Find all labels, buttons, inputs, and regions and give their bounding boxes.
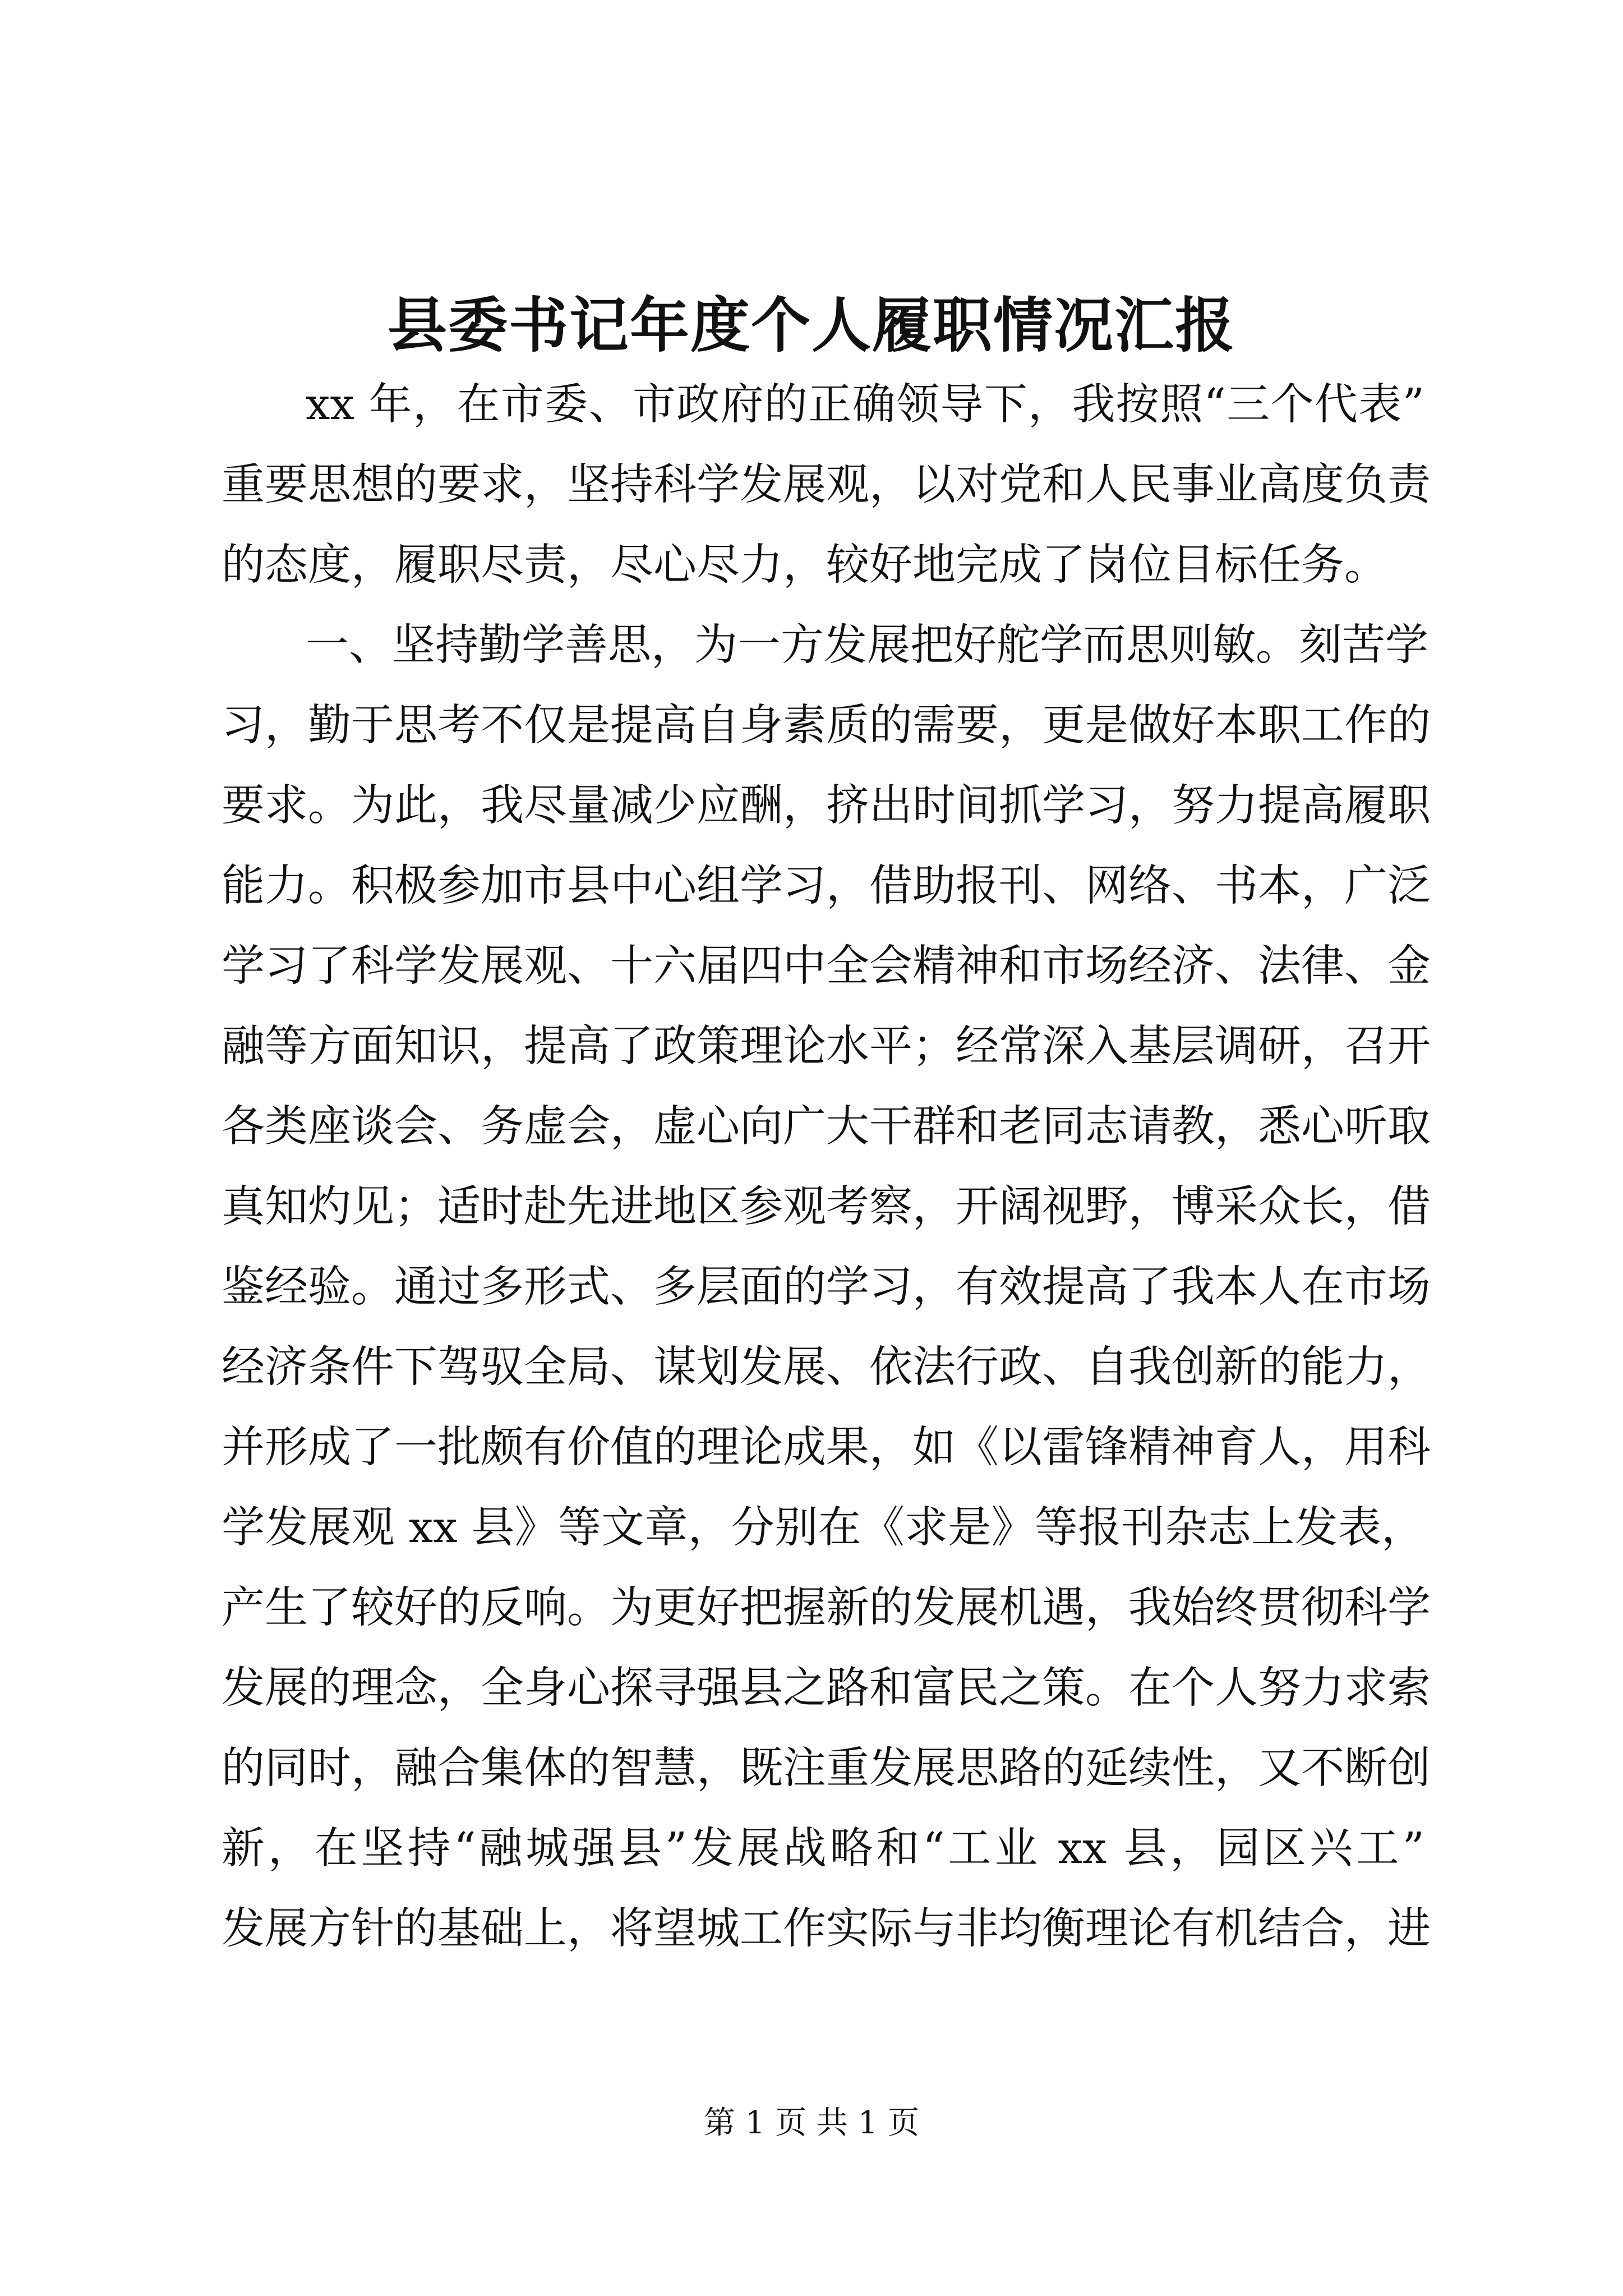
body-line: 融等方面知识，提高了政策理论水平；经常深入基层调研，召开: [222, 1022, 1431, 1071]
body-line: xx 年，在市委、市政府的正确领导下，我按照“三个代表”: [306, 380, 1424, 430]
body-line: 发展的理念，全身心探寻强县之路和富民之策。在个人努力求索: [222, 1663, 1431, 1713]
body-line: 学发展观 xx 县》等文章，分别在《求是》等报刊杂志上发表，: [222, 1503, 1424, 1553]
body-line: 经济条件下驾驭全局、谋划发展、依法行政、自我创新的能力，: [222, 1342, 1431, 1392]
body-line: 重要思想的要求，坚持科学发展观，以对党和人民事业高度负责: [222, 460, 1431, 510]
document-title: 县委书记年度个人履职情况汇报: [388, 290, 1235, 360]
body-line: 新，在坚持“融城强县”发展战略和“工业 xx 县，园区兴工”: [222, 1824, 1424, 1874]
body-line: 真知灼见；适时赴先进地区参观考察，开阔视野，博采众长，借: [222, 1182, 1431, 1232]
body-line: 能力。积极参加市县中心组学习，借助报刊、网络、书本，广泛: [222, 861, 1431, 911]
body-line: 学习了科学发展观、十六届四中全会精神和市场经济、法律、金: [222, 941, 1431, 991]
page-number-footer: 第 1 页 共 1 页: [703, 2105, 920, 2141]
body-line: 发展方针的基础上，将望城工作实际与非均衡理论有机结合，进: [222, 1904, 1431, 1954]
body-line: 习，勤于思考不仅是提高自身素质的需要，更是做好本职工作的: [222, 701, 1431, 751]
body-line: 要求。为此，我尽量减少应酬，挤出时间抓学习，努力提高履职: [222, 781, 1431, 831]
body-line: 一、坚持勤学善思，为一方发展把好舵学而思则敏。刻苦学: [306, 620, 1428, 670]
document-body: [222, 365, 1431, 2014]
body-line: 的同时，融合集体的智慧，既注重发展思路的延续性，又不断创: [222, 1743, 1431, 1793]
body-line: 鉴经验。通过多形式、多层面的学习，有效提高了我本人在市场: [222, 1262, 1431, 1312]
body-line: 并形成了一批颇有价值的理论成果，如《以雷锋精神育人，用科: [222, 1423, 1431, 1473]
body-line: 产生了较好的反响。为更好把握新的发展机遇，我始终贯彻科学: [222, 1583, 1431, 1633]
body-line: 的态度，履职尽责，尽心尽力，较好地完成了岗位目标任务。: [222, 540, 1387, 590]
body-line: 各类座谈会、务虚会，虚心向广大干群和老同志请教，悉心听取: [222, 1102, 1431, 1152]
